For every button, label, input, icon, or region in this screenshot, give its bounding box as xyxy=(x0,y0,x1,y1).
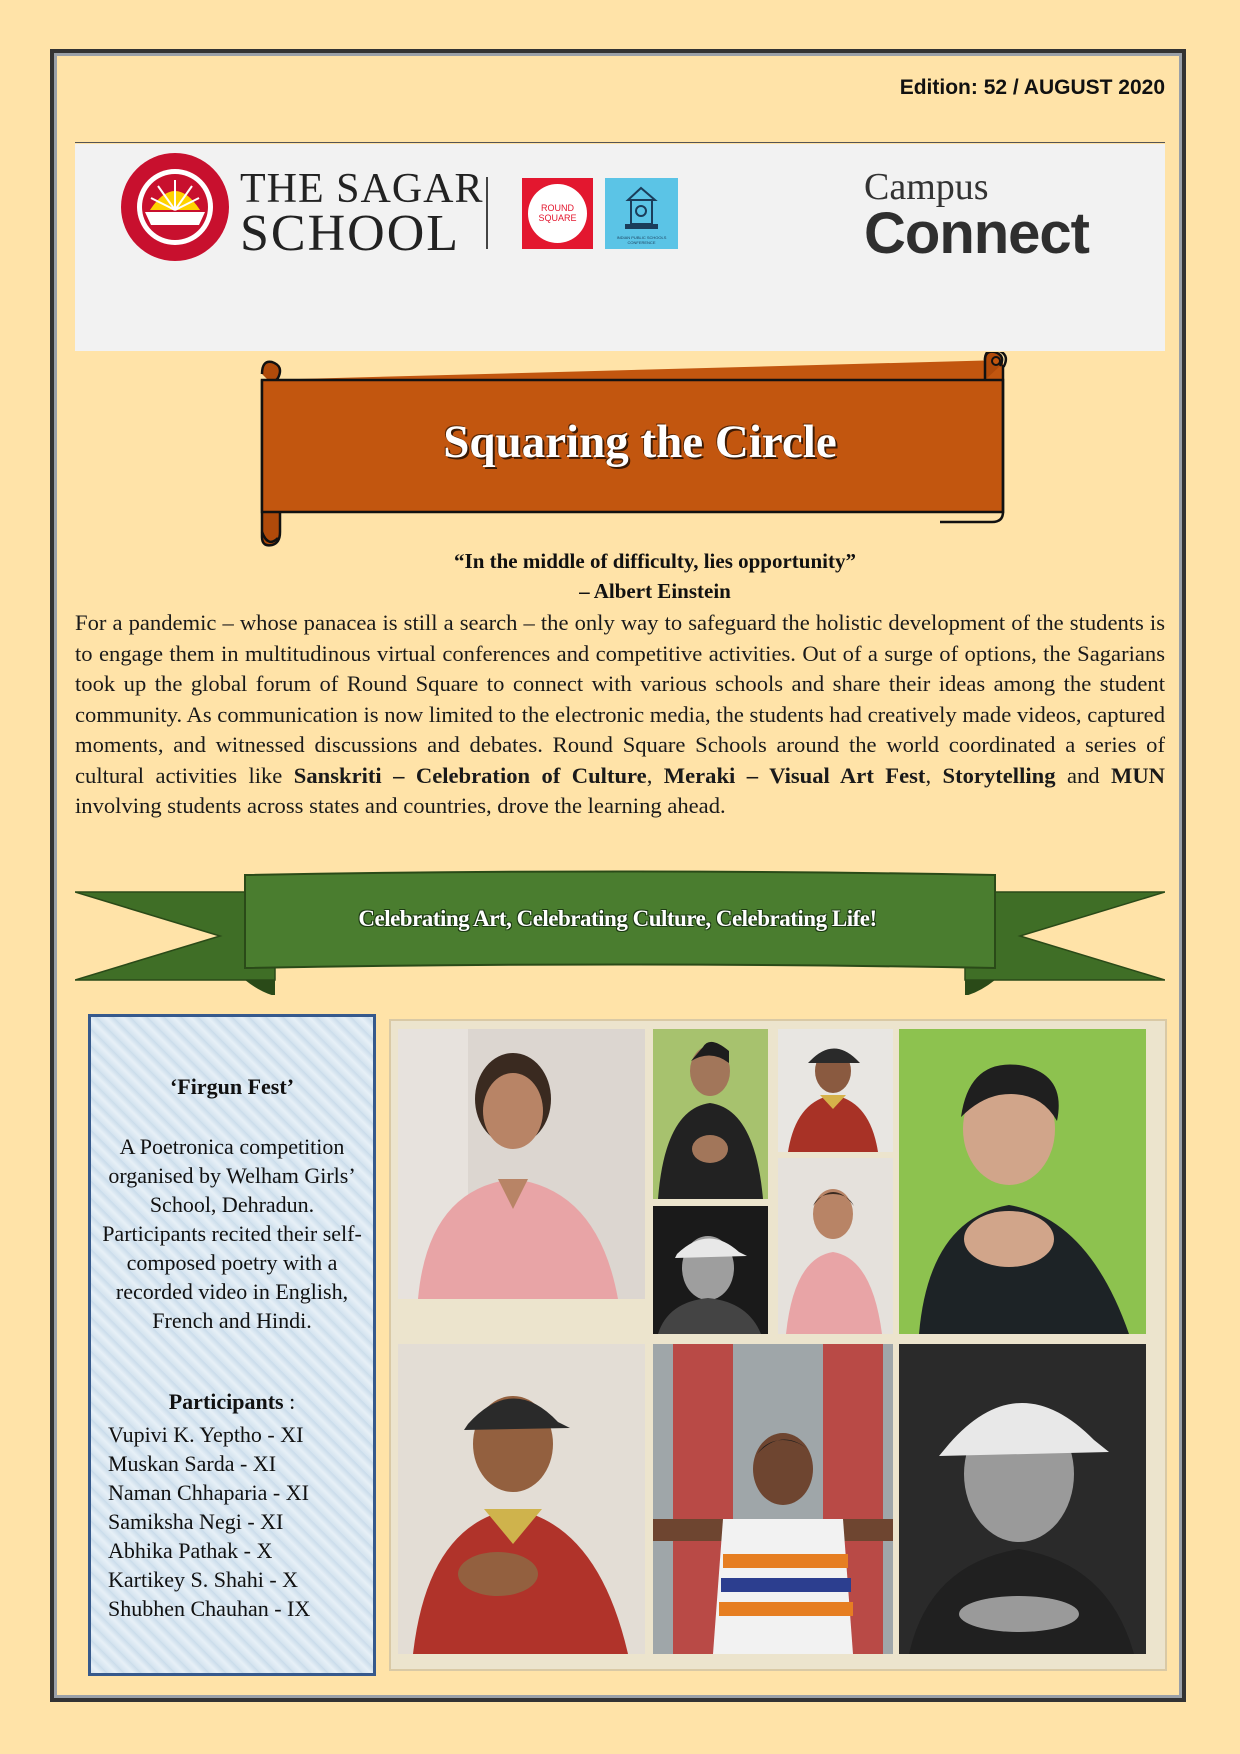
intro-sep-2: , xyxy=(925,762,943,788)
participant-item: Shubhen Chauhan - IX xyxy=(108,1596,311,1621)
quote-author: – Albert Einstein xyxy=(579,579,731,603)
edition-label: Edition: 52 / AUGUST 2020 xyxy=(899,76,1165,99)
participant-item: Abhika Pathak - X xyxy=(108,1538,273,1563)
school-name xyxy=(240,168,484,260)
photo-boy-striped-tshirt xyxy=(653,1344,893,1654)
participant-item: Muskan Sarda - XI xyxy=(108,1451,277,1476)
photo-boy-black-hoodie xyxy=(653,1029,768,1199)
ipsc-logo xyxy=(605,178,678,249)
photo-boy-green-wall xyxy=(899,1029,1146,1334)
photo-girl-cap-bw xyxy=(653,1206,768,1334)
intro-bold-mun: MUN xyxy=(1111,762,1165,788)
intro-bold-sanskriti: Sanskriti – Celebration of Culture xyxy=(293,762,647,788)
participants-label: Participants xyxy=(168,1389,284,1414)
logo-divider xyxy=(486,177,488,249)
ipsc-logo-text: INDIAN PUBLIC SCHOOLS CONFERENCE xyxy=(616,235,667,245)
header-rule xyxy=(75,142,1165,143)
round-square-logo xyxy=(522,178,593,249)
intro-sep-1: , xyxy=(646,762,664,788)
school-seal-logo xyxy=(118,150,233,265)
page-title: Squaring the Circle xyxy=(443,416,837,468)
participant-item: Samiksha Negi - XI xyxy=(108,1509,284,1534)
campus-word: Campus xyxy=(864,166,989,208)
participant-item: Vupivi K. Yeptho - XI xyxy=(108,1422,304,1447)
participant-item: Kartikey S. Shahi - X xyxy=(108,1567,299,1592)
participant-item: Naman Chhaparia - XI xyxy=(108,1480,309,1505)
photo-girl-pink-small xyxy=(778,1158,893,1334)
event-description: A Poetronica competition organised by Welham Girls’ School, Dehradun. Participants recited their self-composed poetry with a recorded video in English, French and Hindi. xyxy=(102,1134,362,1333)
section-banner-text: Celebrating Art, Celebrating Culture, Celebrating Life! xyxy=(358,906,877,931)
photo-girl-pink-shirt xyxy=(398,1029,645,1299)
photo-girl-hat-bw xyxy=(899,1344,1146,1654)
round-square-logo-text: ROUND SQUARE xyxy=(528,184,587,243)
school-name-line1: THE SAGAR xyxy=(240,166,484,212)
photo-collage xyxy=(389,1019,1167,1671)
event-info-box xyxy=(88,1014,376,1676)
event-title: ‘Firgun Fest’ xyxy=(169,1074,295,1099)
section-ribbon-banner xyxy=(75,870,1165,995)
photo-boy-red-shirt-hand xyxy=(398,1344,645,1654)
intro-text-1: For a pandemic – whose panacea is still a search – the only way to safeguard the holistic development of the students is to engage them in multitudinous virtual conferences and competitive activities. Out of a surge of options, the Sagarians took up the global forum of Round Square to connect with various schools and share their ideas among the student community. As communication is now limited to the electronic media, the students had creatively made videos, captured moments, and witnessed discussions and debates. Round Square Schools around the world coordinated a series of cultural activities like xyxy=(75,610,1165,788)
participants-colon: : xyxy=(283,1389,296,1414)
intro-bold-storytelling: Storytelling xyxy=(942,762,1056,788)
participants-heading xyxy=(91,1389,373,1415)
school-name-line2: SCHOOL xyxy=(240,205,461,262)
connect-word: Connect xyxy=(864,201,1089,266)
quote-text: “In the middle of difficulty, lies opportunity” xyxy=(454,549,856,573)
intro-paragraph xyxy=(75,608,1165,822)
photo-boy-red-polo-cap xyxy=(778,1029,893,1152)
intro-text-2: involving students across states and countries, drove the learning ahead. xyxy=(75,793,726,818)
participants-list xyxy=(108,1420,310,1623)
intro-sep-3: and xyxy=(1055,762,1112,788)
intro-bold-meraki: Meraki – Visual Art Fest xyxy=(663,762,926,788)
